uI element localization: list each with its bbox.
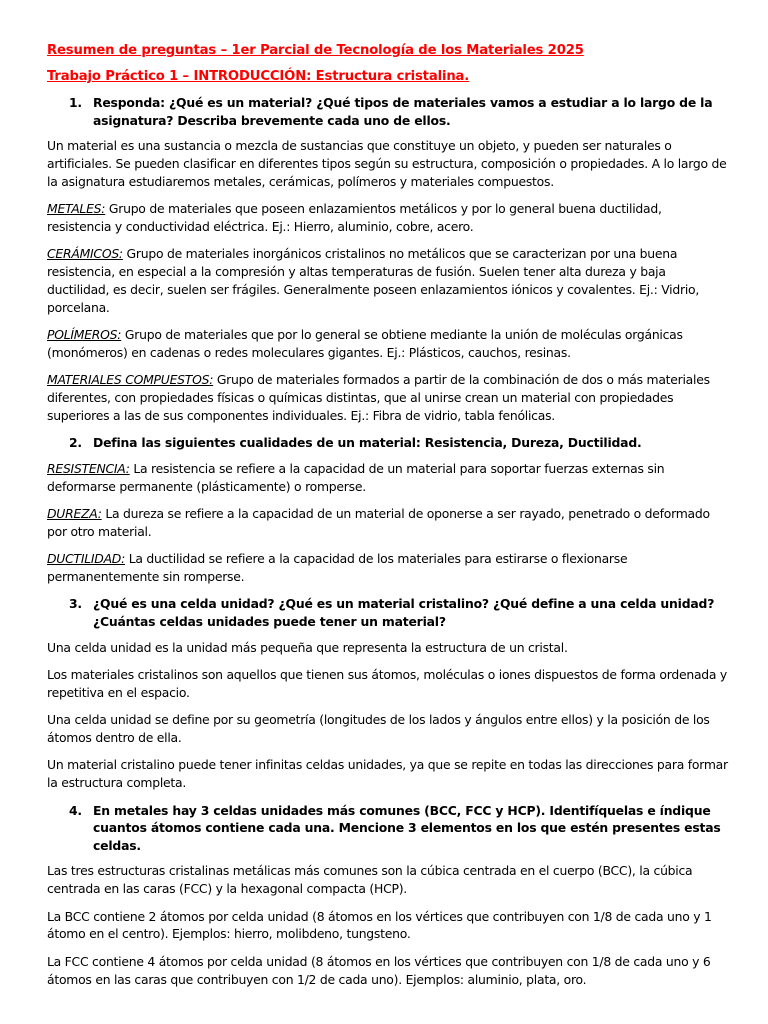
answer-paragraph: Una celda unidad se define por su geometría (longitudes de los lados y ángulos entre ellos) y la posición de los átomos dentro de ella. <box>47 712 710 746</box>
question-number: 3. <box>69 596 82 612</box>
document-subtitle: Trabajo Práctico 1 – INTRODUCCIÓN: Estructura cristalina. <box>47 69 470 84</box>
definition-text: Grupo de materiales formados a partir de la combinación de dos o más materiales diferentes, con propiedades físicas o químicas distintas, que al unirse crean un material con propiedades superiores a las de sus componentes individuales. Ej.: Fibra de vidrio, tabla fenólicas. <box>47 372 710 423</box>
definition-resistencia <box>47 460 728 496</box>
definition-ceramicos <box>47 245 728 316</box>
answer-paragraph: Un material cristalino puede tener infinitas celdas unidades, ya que se repite en todas las direcciones para formar la estructura completa. <box>47 757 728 791</box>
answer-paragraph: Un material es una sustancia o mezcla de sustancias que constituye un objeto, y pueden ser naturales o artificiales. Se pueden clasificar en diferentes tipos según su estructura, composición o propiedades. A lo largo de la asignatura estudiaremos metales, cerámicas, polímeros y materiales compuestos. <box>47 138 727 189</box>
definition-text: La dureza se refiere a la capacidad de un material de oponerse a ser rayado, penetrado o deformado por otro material. <box>47 506 710 539</box>
term-label: RESISTENCIA: <box>47 460 130 476</box>
answer-paragraph: La BCC contiene 2 átomos por celda unidad (8 átomos en los vértices que contribuyen con 1/8 de cada uno y 1 átomo en el centro). Ejemplos: hierro, molibdeno, tungsteno. <box>47 908 712 942</box>
document-title: Resumen de preguntas – 1er Parcial de Tecnología de los Materiales 2025 <box>47 43 584 58</box>
answer-paragraph: Los materiales cristalinos son aquellos que tienen sus átomos, moléculas o iones dispuestos de forma ordenada y repetitiva en el espacio. <box>47 667 728 700</box>
question-2 <box>47 434 728 452</box>
definition-text: Grupo de materiales que poseen enlazamientos metálicos y por lo general buena ductilidad, resistencia y conductividad eléctrica. Ej.: Hierro, aluminio, cobre, acero. <box>47 201 662 234</box>
answer-paragraph: La FCC contiene 4 átomos por celda unidad (8 átomos en los vértices que contribuyen con 1/8 de cada uno y 6 átomos en las caras que contribuyen con 1/2 de cada uno). Ejemplos: aluminio, plata, oro. <box>47 953 711 987</box>
term-label: POLÍMEROS: <box>47 327 122 343</box>
term-label: METALES: <box>47 201 106 217</box>
question-1 <box>47 94 728 129</box>
term-label: DUCTILIDAD: <box>47 551 126 567</box>
definition-polimeros <box>47 326 728 362</box>
question-number: 4. <box>69 802 82 818</box>
definition-text: Grupo de materiales que por lo general se obtiene mediante la unión de moléculas orgánicas (monómeros) en cadenas o redes moleculares gigantes. Ej.: Plásticos, cauchos, resinas. <box>47 327 683 360</box>
question-3 <box>47 595 728 630</box>
definition-dureza <box>47 505 728 541</box>
definition-compuestos <box>47 371 728 424</box>
question-text: En metales hay 3 celdas unidades más comunes (BCC, FCC y HCP). Identifíquelas e índique cuantos átomos contiene cada una. Mencione 3 elementos en los que estén presentes estas celdas. <box>93 802 721 853</box>
answer-paragraph: Las tres estructuras cristalinas metálicas más comunes son la cúbica centrada en el cuerpo (BCC), la cúbica centrada en las caras (FCC) y la hexagonal compacta (HCP). <box>47 863 693 897</box>
answer-paragraph: Una celda unidad es la unidad más pequeña que representa la estructura de un cristal. <box>47 639 568 655</box>
question-number: 2. <box>69 435 82 451</box>
definition-ductilidad <box>47 550 728 586</box>
question-text: ¿Qué es una celda unidad? ¿Qué es un material cristalino? ¿Qué define a una celda unidad? ¿Cuántas celdas unidades puede tener un material? <box>93 596 715 630</box>
term-label: MATERIALES COMPUESTOS: <box>47 372 214 388</box>
term-label: DUREZA: <box>47 506 102 522</box>
definition-text: La ductilidad se refiere a la capacidad de los materiales para estirarse o flexionarse permanentemente sin romperse. <box>47 551 628 585</box>
definition-metales <box>47 200 728 236</box>
definition-text: La resistencia se refiere a la capacidad de un material para soportar fuerzas externas sin deformarse permanente (plásticamente) o romperse. <box>47 460 665 494</box>
question-text: Defina las siguientes cualidades de un material: Resistencia, Dureza, Ductilidad. <box>93 435 642 451</box>
question-text: Responda: ¿Qué es un material? ¿Qué tipos de materiales vamos a estudiar a lo largo de la asignatura? Describa brevemente cada uno de ellos. <box>93 95 713 128</box>
definition-text: Grupo de materiales inorgánicos cristalinos no metálicos que se caracterizan por una buena resistencia, en especial a la compresión y altas temperaturas de fusión. Suelen tener alta dureza y baja ductilidad, es decir, suelen ser frágiles. Generalmente poseen enlazamientos iónicos y covalentes. Ej.: Vidrio, porcelana. <box>47 246 700 315</box>
term-label: CERÁMICOS: <box>47 246 123 262</box>
question-4 <box>47 802 728 855</box>
question-number: 1. <box>69 95 82 110</box>
